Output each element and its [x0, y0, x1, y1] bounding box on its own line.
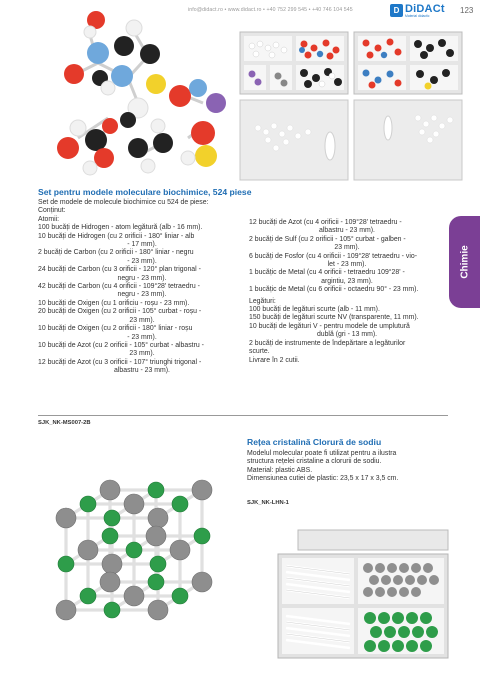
description-line: scurte.	[249, 348, 270, 356]
didact-logo	[390, 3, 450, 19]
description-line: 10 bucăți de Oxigen (cu 2 orificii - 180° liniar - roșu	[38, 325, 193, 333]
description-line: dublă (gri - 13 mm).	[316, 331, 378, 339]
description-line: Livrare în 2 cutii.	[249, 356, 300, 364]
description-line: structura rețelei cristaline a clorurii de sodiu.	[247, 458, 382, 466]
molecule-models-image	[38, 8, 236, 184]
section-divider	[38, 415, 448, 416]
sodium-atom	[148, 574, 164, 590]
description-line: argintiu, 23 mm).	[321, 277, 373, 285]
lattice-storage-box-image	[272, 526, 452, 662]
description-line: Conținut:	[38, 207, 66, 215]
description-line: Legături:	[249, 297, 276, 305]
logo-badge: D	[390, 4, 403, 17]
description-line: 20 bucăți de Oxigen (cu 2 orificii - 105° curbat - roșu -	[38, 308, 202, 316]
chlorine-atom	[170, 540, 190, 560]
description-line: 10 bucăți de Azot (cu 2 orificii - 105° curbat - albastru -	[38, 341, 204, 349]
description-line: Atomii:	[38, 215, 60, 223]
description-line: 100 bucăți de legături scurte (alb - 11 mm).	[249, 306, 380, 314]
chlorine-atom	[146, 526, 166, 546]
description-line: - 17 mm).	[127, 241, 157, 249]
chlorine-atom	[78, 540, 98, 560]
sodium-atom	[172, 496, 188, 512]
description-line: 1 bucățic de Metal (cu 6 orificii - octaedru 90° - 23 mm).	[249, 286, 419, 294]
description-line: 10 bucăți de Oxigen (cu 1 orificiu - roșu - 23 mm).	[38, 299, 190, 307]
chlorine-atom	[192, 480, 212, 500]
chlorine-atom	[100, 480, 120, 500]
chlorine-atom	[148, 600, 168, 620]
description-line: Set de modele de molecule biochimice cu 524 de piese:	[38, 199, 209, 206]
description-line: 23 mm).	[129, 316, 155, 324]
description-line: 24 bucăți de Carbon (cu 3 orificii - 120° plan trigonal -	[38, 266, 201, 274]
description-line: 6 bucăți de Fosfor (cu 4 orificii - 109°28' tetraedru - vio-	[249, 252, 417, 260]
description-line: - 23 mm).	[127, 333, 157, 341]
product1-description-right	[249, 219, 445, 365]
storage-boxes-image	[238, 28, 466, 184]
description-line: albastru - 23 mm).	[319, 227, 375, 235]
chlorine-atom	[148, 508, 168, 528]
product1-description-left	[38, 199, 246, 376]
description-line: 12 bucăți de Azot (cu 4 orificii - 109°28' tetraedru -	[249, 219, 402, 226]
nacl-crystal-lattice-image	[36, 462, 236, 658]
sodium-atom	[194, 528, 210, 544]
description-line: 42 bucăți de Carbon (cu 4 orificii - 109°28' tetraedru -	[38, 283, 200, 291]
description-line: 2 bucăți de Sulf (cu 2 orificii - 105° curbat - galben -	[249, 235, 406, 243]
description-line: 2 bucăți de Carbon (cu 2 orificii - 180° liniar - negru	[38, 249, 194, 257]
description-line: negru - 23 mm).	[117, 274, 167, 282]
chlorine-atom	[100, 572, 120, 592]
sodium-atom	[148, 482, 164, 498]
chlorine-atom	[56, 508, 76, 528]
description-line: 2 bucăți de instrumente de îndepărtare a legăturilor	[249, 339, 406, 347]
description-line: 150 bucăți de legături scurte NV (transparente, 11 mm).	[249, 314, 419, 322]
product1-title: Set pentru modele moleculare biochimice, 524 piese	[38, 187, 252, 197]
sodium-atom	[80, 496, 96, 512]
product2-description	[247, 450, 447, 484]
chapter-tab-chimie	[449, 216, 480, 308]
description-line: Modelul molecular poate fi utilizat pentru a ilustra	[247, 450, 397, 457]
chlorine-atom	[192, 572, 212, 592]
chlorine-atom	[102, 554, 122, 574]
chlorine-atom	[124, 494, 144, 514]
chapter-tab-label: Chimie	[459, 245, 470, 279]
description-line: 23 mm).	[129, 350, 155, 358]
header-contact-info: info@didact.ro • www.didact.ro • +40 752 299 545 • +40 746 104 545	[188, 7, 353, 13]
chlorine-atom	[56, 600, 76, 620]
sodium-atom	[150, 556, 166, 572]
page-number: 123	[460, 6, 474, 15]
sodium-atom	[58, 556, 74, 572]
product1-sku: SJK_NK-MS007-2B	[38, 420, 91, 426]
description-line: 100 bucăți de Hidrogen - atom legătură (alb - 16 mm).	[38, 224, 203, 232]
sodium-atom	[104, 602, 120, 618]
product2-sku: SJK_NK-LHN-1	[247, 500, 289, 506]
description-line: let - 23 mm).	[327, 261, 367, 269]
description-line: 12 bucăți de Azot (cu 3 orificii - 107° triunghi trigonal -	[38, 358, 202, 366]
description-line: Dimensiunea cutiei de plastic: 23,5 x 17 x 3,5 cm.	[247, 475, 399, 483]
description-line: 10 bucăți de Hidrogen (cu 2 orificii - 180° liniar - alb	[38, 232, 195, 240]
product2-title: Rețea cristalină Clorură de sodiu	[247, 437, 382, 447]
chlorine-atom	[124, 586, 144, 606]
sodium-atom	[104, 510, 120, 526]
logo-tagline: Material didactic	[405, 14, 430, 18]
sodium-atom	[172, 588, 188, 604]
description-line: - 23 mm).	[127, 257, 157, 265]
description-line: Material: plastic ABS.	[247, 466, 313, 474]
sodium-atom	[80, 588, 96, 604]
description-line: 23 mm).	[334, 244, 360, 252]
sodium-atom	[102, 528, 118, 544]
logo-text: DiDACt	[405, 3, 445, 15]
description-line: albastru - 23 mm).	[114, 367, 170, 375]
sodium-atom	[126, 542, 142, 558]
description-line: 1 bucățic de Metal (cu 4 orificii - tetraedru 109°28' -	[249, 269, 405, 277]
description-line: 10 bucăți de legături V - pentru modele de umplutură	[249, 322, 410, 330]
description-line: negru - 23 mm).	[117, 291, 167, 299]
